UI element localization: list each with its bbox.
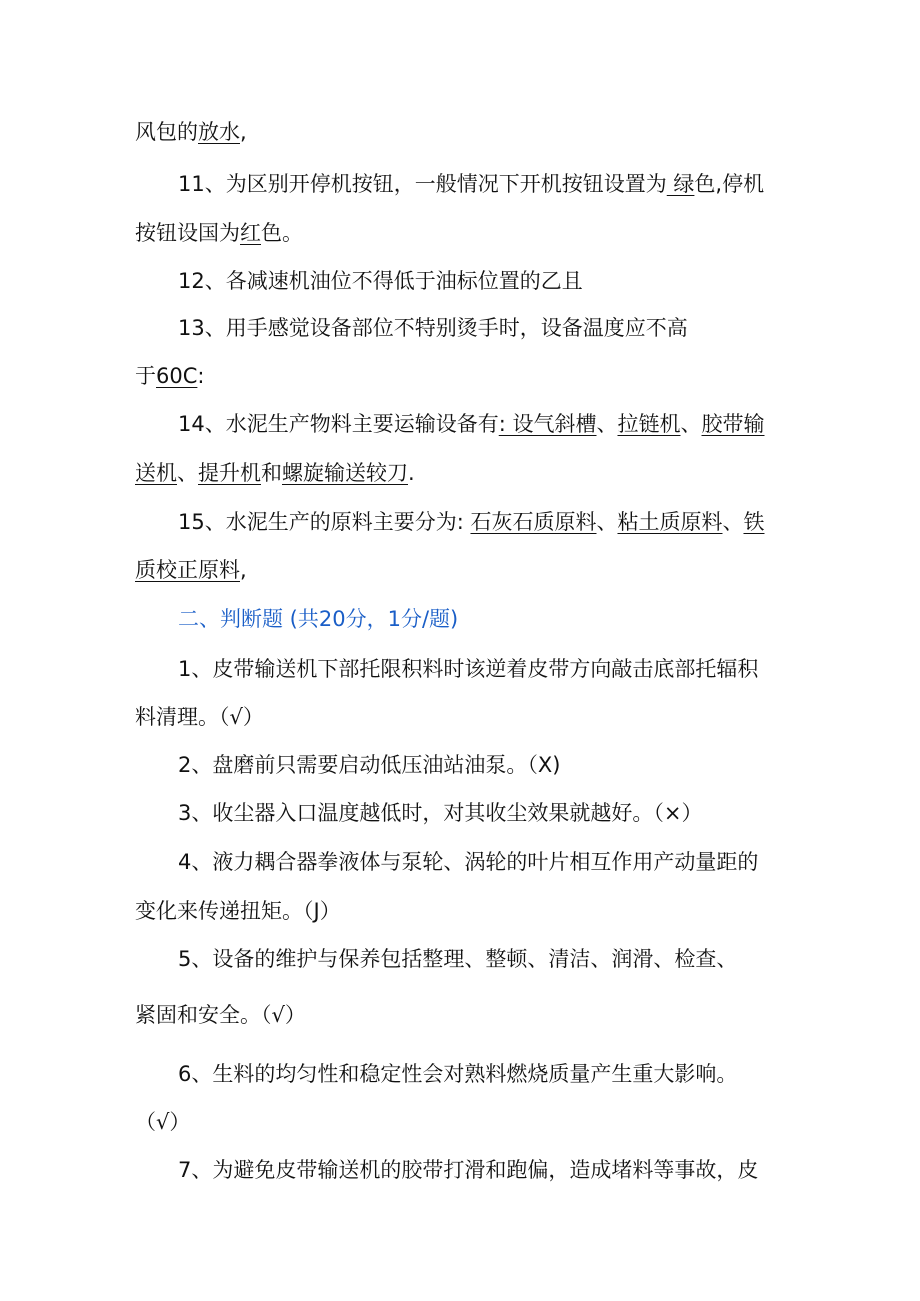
question-15-line-2: 质校正原料,	[135, 558, 247, 582]
judgment-7-line-1: 7、为避免皮带输送机的胶带打滑和跑偏，造成堵料等事故，皮	[178, 1158, 759, 1182]
section-heading-judgment: 二、判断题 (共20分，1分/题)	[178, 607, 459, 631]
question-11-line-1: 11、为区别开停机按钮，一般情况下开机按钮设置为 绿色,停机	[178, 172, 765, 196]
judgment-1-line-2: 料清理。（√）	[135, 705, 264, 729]
judgment-6-line-1: 6、生料的均匀性和稳定性会对熟料燃烧质量产生重大影响。	[178, 1062, 738, 1086]
judgment-3: 3、收尘器入口温度越低时，对其收尘效果就越好。（×）	[178, 801, 703, 825]
answer-blank: 送机	[135, 461, 177, 485]
answer-blank: 铁	[743, 510, 765, 534]
answer-blank: 60C	[156, 364, 198, 388]
question-13-line-2: 于60C:	[135, 364, 205, 388]
answer-blank: 拉链机	[617, 412, 681, 436]
answer-blank: 质校正原料	[135, 558, 240, 582]
answer-blank: : 设气斜槽	[498, 412, 597, 436]
judgment-1-line-1: 1、皮带输送机下部托限积料时该逆着皮带方向敲击底部托辐积	[178, 657, 759, 681]
judgment-4-line-1: 4、液力耦合器拳液体与泵轮、涡轮的叶片相互作用产动量距的	[178, 850, 759, 874]
question-15-line-1: 15、水泥生产的原料主要分为: 石灰石质原料、粘土质原料、铁	[178, 510, 765, 534]
answer-blank: 绿	[666, 172, 695, 196]
question-13-line-1: 13、用手感觉设备部位不特别烫手时，设备温度应不高	[178, 316, 688, 340]
answer-blank: 提升机	[198, 461, 261, 485]
answer-blank: 放水	[198, 120, 240, 144]
question-12: 12、各减速机油位不得低于油标位置的乙且	[178, 269, 583, 293]
judgment-4-line-2: 变化来传递扭矩。（J）	[135, 899, 341, 923]
question-11-line-2: 按钮设国为红色。	[135, 221, 303, 245]
judgment-2: 2、盘磨前只需要启动低压油站油泵。（X)	[178, 753, 561, 777]
judgment-5-line-1: 5、设备的维护与保养包括整理、整顿、清洁、润滑、检查、	[178, 947, 738, 971]
answer-blank: 红	[240, 221, 261, 245]
answer-blank: 螺旋输送较刀	[282, 461, 408, 485]
question-14-line-2: 送机、提升机和螺旋输送较刀.	[135, 461, 415, 485]
judgment-5-line-2: 紧固和安全。（√）	[135, 1003, 306, 1027]
answer-blank: 粘土质原料	[617, 510, 723, 534]
question-14-line-1: 14、水泥生产物料主要运输设备有: 设气斜槽、拉链机、胶带输	[178, 412, 765, 436]
answer-blank: 石灰石质原料	[470, 510, 597, 534]
answer-blank: 胶带输	[701, 412, 765, 436]
text-line-1: 风包的放水,	[135, 120, 247, 144]
judgment-6-line-2: （√）	[135, 1110, 191, 1134]
